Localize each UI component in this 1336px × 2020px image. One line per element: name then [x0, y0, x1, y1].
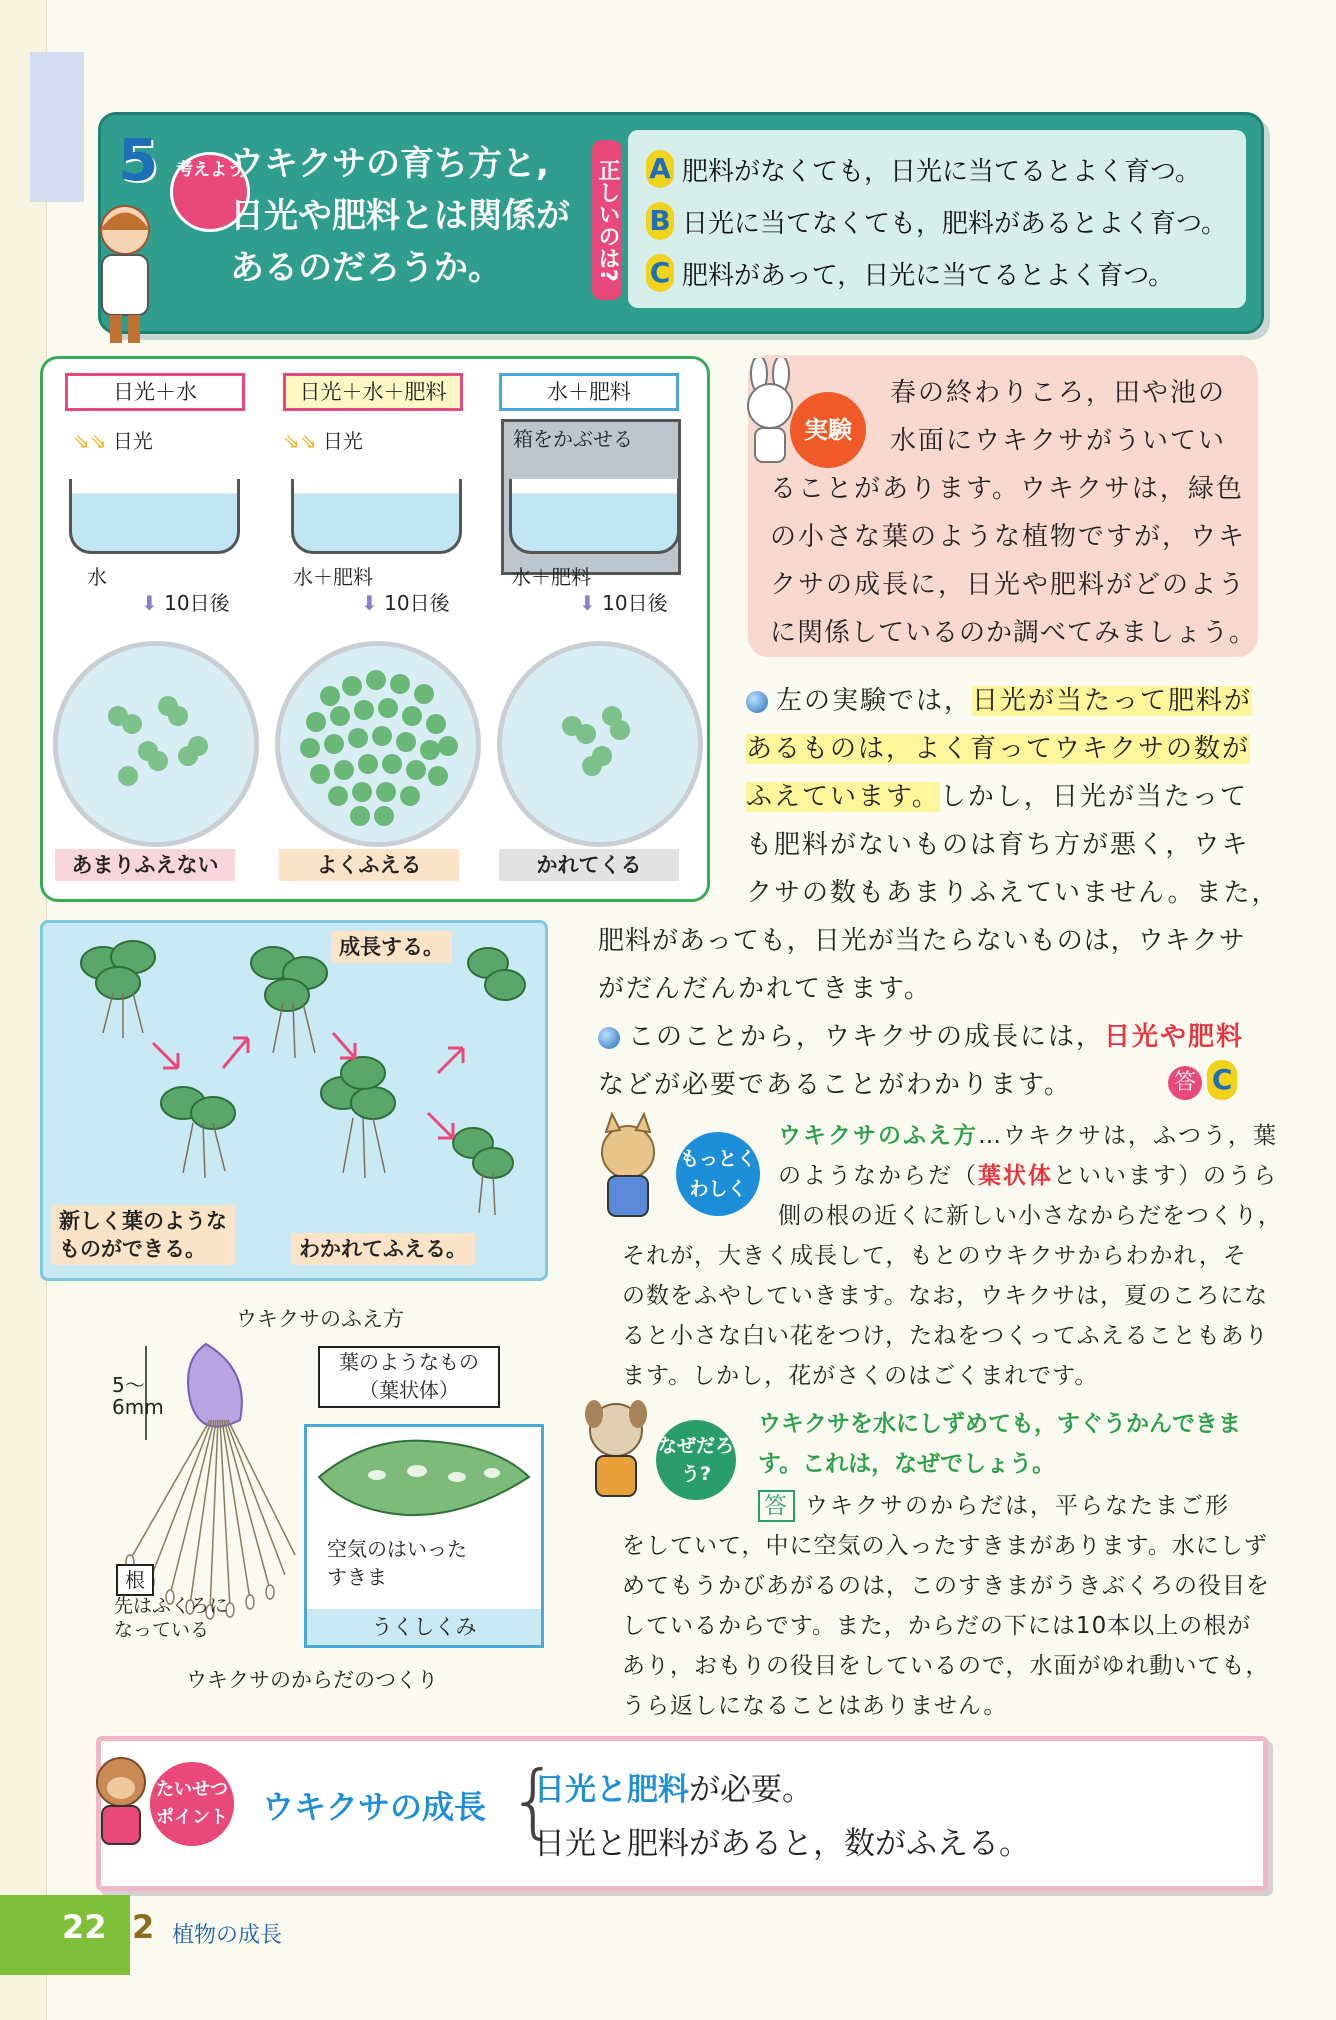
intro-line: 水面にウキクサがういてい — [890, 426, 1227, 456]
leaf-cross-section-illustration — [307, 1427, 541, 1527]
choice-letter: A — [646, 150, 674, 188]
more-text: …ウキクサは，ふつう，葉 — [978, 1123, 1278, 1149]
down-arrow-icon: ⬇ — [141, 591, 158, 615]
highlight-text: 日光が当たって肥料が — [972, 686, 1253, 716]
explanation-line — [746, 678, 1252, 725]
petri-dish-many — [275, 641, 481, 847]
which-correct-label: 正しいのは? — [592, 140, 622, 300]
condition-label: 日光＋水＋肥料 — [283, 373, 463, 411]
why-line: めてもうかびあがるのは，このすきまがうきぶくろの役目を — [622, 1573, 1270, 1599]
explanation-line — [598, 1014, 1244, 1061]
split-callout: わかれてふえる。 — [291, 1233, 475, 1265]
key-point-line — [534, 1764, 813, 1809]
more-text: のようなからだ（ — [778, 1163, 978, 1189]
air-line: 空気のはいった — [327, 1537, 467, 1561]
choice-b — [646, 202, 1227, 240]
more-line — [778, 1116, 1278, 1156]
result-label: よくふえる — [279, 849, 459, 881]
title-line: 日光や肥料とは関係が — [230, 196, 570, 236]
explanation-line: 肥料があっても，日光が当たらないものは，ウキクサ — [598, 926, 1246, 956]
more-text: といいます）のうら — [1053, 1163, 1278, 1189]
structure-title: ウキクサのふえ方 — [236, 1307, 404, 1331]
after-text: 10日後 — [602, 591, 668, 615]
key-point-emph: 日光と肥料 — [534, 1772, 689, 1808]
after-text: 10日後 — [384, 591, 450, 615]
explanation-line: などが必要であることがわかります。 — [598, 1070, 1072, 1100]
title-line: ウキクサの育ち方と, — [230, 144, 549, 184]
key-point-text: が必要。 — [689, 1772, 813, 1808]
root-note-line: なっている — [114, 1619, 210, 1641]
petri-dish-wither — [497, 641, 703, 847]
floating-mechanism-box — [304, 1424, 544, 1648]
intro-line: ることがあります。ウキクサは，緑色 — [770, 474, 1244, 504]
choice-text: 肥料がなくても，日光に当てるとよく育つ。 — [682, 156, 1201, 187]
more-line: 側の根の近くに新しい小さなからだをつくり， — [778, 1203, 1282, 1229]
why-text: ウキクサのからだは，平らなたまご形 — [805, 1493, 1230, 1519]
choice-c — [646, 254, 1174, 292]
after-label — [579, 587, 668, 616]
choice-text: 日光に当てなくても，肥料があるとよく育つ。 — [682, 208, 1227, 239]
more-line — [778, 1156, 1278, 1196]
explanation-line: クサの数もあまりふえていません。また， — [746, 878, 1280, 908]
callout-line: 新しく葉のような — [59, 1209, 227, 1233]
why-badge: なぜだろう? — [656, 1420, 736, 1500]
choice-a — [646, 150, 1201, 188]
highlight-text: ふえています。 — [746, 782, 940, 812]
choice-text: 肥料があって，日光に当てるとよく育つ。 — [682, 260, 1175, 291]
liquid-label: 水＋肥料 — [293, 565, 373, 589]
why-question: ウキクサを水にしずめても，すぐうかんできま — [758, 1411, 1241, 1437]
explanation-line — [746, 726, 1250, 773]
leaf-label-sub: （葉状体） — [359, 1378, 459, 1402]
down-arrow-icon: ⬇ — [361, 591, 378, 615]
grow-callout: 成長する。 — [331, 931, 452, 963]
intro-line: に関係しているのか調べてみましょう。 — [770, 618, 1257, 648]
leaf-label-box — [318, 1346, 500, 1408]
choice-letter: B — [646, 202, 674, 240]
chapter-number: 2 — [132, 1908, 155, 1946]
root-label: 根 — [116, 1564, 154, 1596]
key-point-topic: ウキクサの成長 — [262, 1788, 487, 1826]
scientist-character-icon — [80, 200, 170, 354]
explanation-text: このことから，ウキクサの成長には， — [628, 1022, 1105, 1052]
experiment-badge: 実験 — [790, 392, 866, 468]
container-icon — [69, 479, 240, 554]
answer-mark: 答 — [1168, 1066, 1202, 1100]
after-label — [141, 587, 230, 616]
explanation-text: しかし，日光が当たって — [939, 782, 1248, 812]
why-answer-mark: 答 — [758, 1490, 795, 1522]
more-detail-badge: もっとくわしく — [676, 1132, 760, 1216]
size-label — [112, 1374, 164, 1418]
why-line: うら返しになることはありません。 — [622, 1693, 1008, 1719]
more-line: それが，大きく成長して，もとのウキクサからわかれ，そ — [622, 1243, 1247, 1269]
answer-choices — [628, 130, 1246, 308]
liquid-label: 水＋肥料 — [511, 565, 591, 589]
title-line: あるのだろうか。 — [230, 248, 502, 288]
size-line: 5〜 — [112, 1373, 145, 1397]
intro-line: クサの成長に，日光や肥料がどのよう — [770, 570, 1247, 600]
think-badge: 考えよう — [170, 152, 250, 232]
bullet-circle-icon — [746, 691, 768, 713]
highlight-text: あるものは，よく育ってウキクサの数が — [746, 734, 1251, 764]
condition-label: 日光＋水 — [65, 373, 245, 411]
more-line: ます。しかし，花がさくのはごくまれです。 — [622, 1363, 1099, 1389]
why-line: をしていて，中に空気の入ったすきまがあります。水にしず — [622, 1533, 1268, 1559]
explanation-line — [746, 774, 1248, 821]
bullet-circle-icon — [598, 1027, 620, 1049]
why-question: す。これは，なぜでしょう。 — [758, 1451, 1056, 1477]
container-icon — [509, 479, 680, 554]
new-leaf-callout — [51, 1205, 235, 1265]
brace-icon: { — [508, 1754, 559, 1847]
light-label: 日光 — [112, 429, 153, 453]
root-note-line: 先はふくろに — [114, 1595, 229, 1617]
why-line — [758, 1486, 1230, 1526]
more-line: の数をふやしていきます。なお，ウキクサは，夏のころにな — [622, 1283, 1269, 1309]
answer-indicator — [1168, 1060, 1237, 1100]
intro-line: の小さな葉のような植物ですが，ウキ — [770, 522, 1247, 552]
dog-character-icon — [578, 1394, 658, 1508]
explanation-line: も肥料がないものは育ち方が悪く，ウキ — [746, 830, 1250, 860]
air-line: すきま — [327, 1565, 387, 1589]
keyword-red: 日光や肥料 — [1104, 1022, 1245, 1052]
key-point-line: 日光と肥料があると，数がふえる。 — [534, 1826, 1030, 1862]
why-line: しているからです。また，からだの下には10本以上の根が — [622, 1613, 1252, 1639]
choice-letter: C — [646, 254, 674, 292]
light-label: 日光 — [322, 429, 363, 453]
condition-label: 水＋肥料 — [499, 373, 679, 411]
air-space-label — [327, 1535, 467, 1591]
sunlight-indicator — [73, 425, 153, 454]
float-label: うくしくみ — [307, 1609, 541, 1645]
why-line: あり，おもりの役目をしているので，水面がゆれ動いても， — [622, 1653, 1270, 1679]
explanation-line: がだんだんかれてきます。 — [598, 974, 932, 1004]
page-number: 22 — [62, 1908, 107, 1946]
key-point-badge: たいせつポイント — [150, 1762, 234, 1846]
chapter-title: 植物の成長 — [172, 1923, 283, 1948]
more-line: ると小さな白い花をつけ，たねをつくってふえることもあり — [622, 1323, 1269, 1349]
after-text: 10日後 — [164, 591, 230, 615]
sunlight-indicator — [283, 425, 363, 454]
keyword-red: 葉状体 — [978, 1163, 1053, 1189]
size-unit: 6mm — [112, 1395, 164, 1419]
more-title: ウキクサのふえ方 — [778, 1123, 978, 1149]
liquid-label: 水 — [87, 565, 107, 589]
petri-dish-few — [53, 641, 259, 847]
leaf-label: 葉のようなもの — [339, 1350, 479, 1374]
structure-caption: ウキクサのからだのつくり — [186, 1668, 438, 1692]
experiment-panel — [40, 356, 710, 902]
result-label: かれてくる — [499, 849, 679, 881]
container-icon — [291, 479, 462, 554]
answer-letter: C — [1207, 1060, 1237, 1100]
index-tab — [30, 52, 84, 202]
root-note — [114, 1594, 228, 1642]
explanation-text: 左の実験では， — [776, 686, 973, 716]
sun-arrow-icon: ⇘⇘ — [73, 429, 107, 453]
intro-line: 春の終わりころ，田や池の — [890, 378, 1227, 408]
monkey-character-icon — [86, 1748, 156, 1852]
after-label — [361, 587, 450, 616]
sun-arrow-icon: ⇘⇘ — [283, 429, 317, 453]
growth-panel — [40, 920, 548, 1281]
result-label: あまりふえない — [55, 849, 235, 881]
cat-character-icon — [588, 1112, 678, 1226]
question-title — [230, 138, 600, 294]
callout-line: ものができる。 — [59, 1237, 206, 1261]
down-arrow-icon: ⬇ — [579, 591, 596, 615]
question-number: 5 — [118, 126, 159, 194]
cover-label: 箱をかぶせる — [513, 427, 633, 451]
